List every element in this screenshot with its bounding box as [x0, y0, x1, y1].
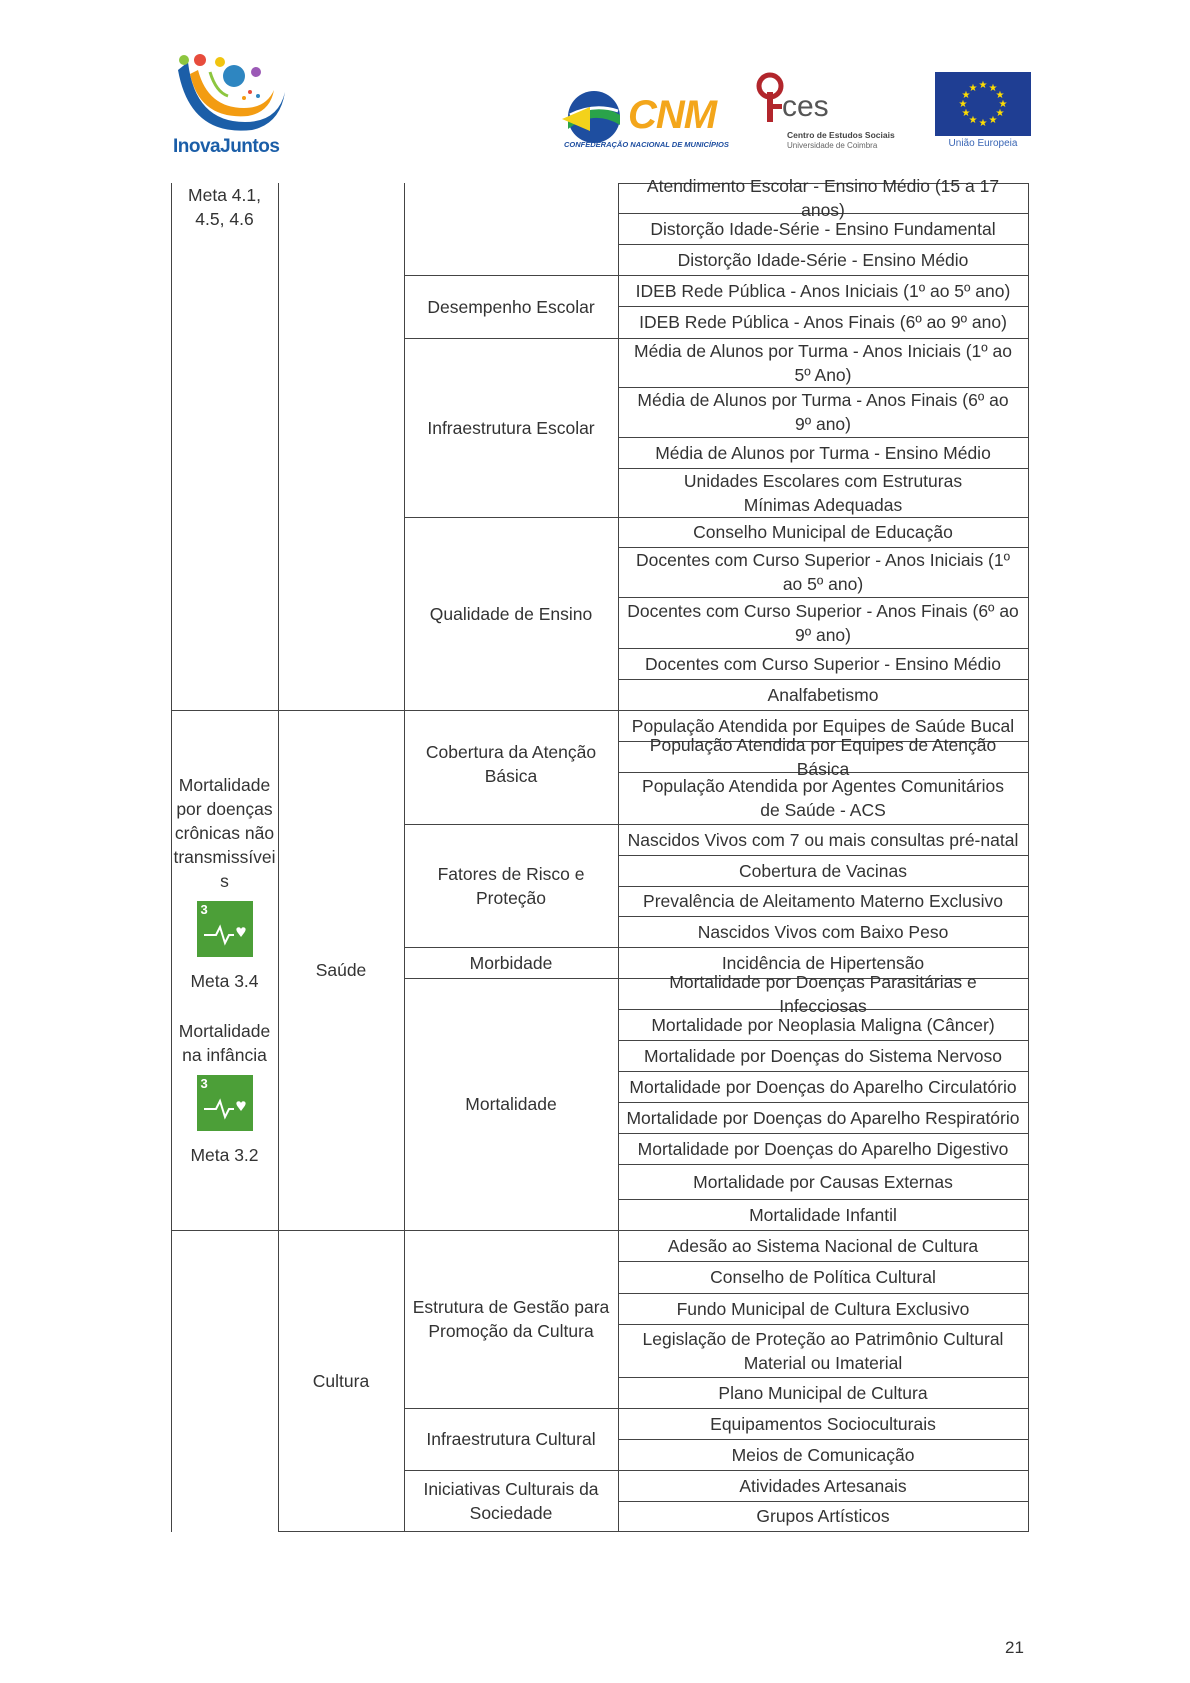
ces-name: Centro de Estudos Sociais — [787, 130, 895, 140]
indicator-cell: Nascidos Vivos com Baixo Peso — [697, 921, 949, 942]
goal-title-chronic-diseases: Mortalidade por doenças crônicas não transmissívei s — [173, 775, 276, 891]
subarea-morbidade: Morbidade — [469, 952, 553, 973]
cnm-logo — [560, 85, 729, 153]
svg-text:★: ★ — [961, 90, 971, 101]
indicator-cell: Meios de Comunicação — [731, 1444, 915, 1465]
svg-text:★: ★ — [968, 115, 978, 126]
indicator-cell: Prevalência de Aleitamento Materno Exclusivo — [643, 891, 1003, 911]
svg-text:★: ★ — [961, 108, 971, 119]
indicator-cell: Mortalidade por Causas Externas — [693, 1171, 953, 1192]
subarea-desempenho-escolar: Desempenho Escolar — [427, 296, 595, 317]
area-cell-saude — [278, 710, 404, 1230]
ces-university: Universidade de Coimbra — [787, 141, 878, 150]
indicator-cell: Docentes com Curso Superior - Anos Iniciais (1º ao 5º ano) — [635, 550, 1011, 594]
indicator-cell: Equipamentos Socioculturais — [710, 1413, 936, 1434]
subarea-mortalidade: Mortalidade — [465, 1094, 557, 1114]
subarea-infraestrutura-cultural: Infraestrutura Cultural — [426, 1429, 596, 1449]
indicator-cell: População Atendida por Equipes de Saúde Bucal — [631, 715, 1015, 736]
goal-title-child-mortality: Mortalidade na infância — [178, 1021, 271, 1065]
indicator-cell: Mortalidade por Doenças do Aparelho Digestivo — [637, 1138, 1009, 1159]
indicator-cell: Plano Municipal de Cultura — [718, 1382, 928, 1403]
svg-text:★: ★ — [958, 99, 968, 110]
sdg-3-number-second: 3 — [200, 1076, 208, 1091]
subarea-estrutura-gestao-cultura: Estrutura de Gestão para Promoção da Cultura — [412, 1297, 610, 1341]
indicator-cell: Conselho de Política Cultural — [710, 1267, 936, 1287]
indicator-cell: Atividades Artesanais — [739, 1475, 907, 1496]
indicator-cell: Média de Alunos por Turma - Ensino Médio — [655, 442, 991, 463]
goal-meta-3-4: Meta 3.4 — [190, 971, 259, 991]
inova-juntos-logo — [170, 52, 290, 162]
indicator-cell: Legislação de Proteção ao Patrimônio Cultural Material ou Imaterial — [642, 1328, 1004, 1373]
eu-logo — [935, 72, 1031, 152]
svg-text:★: ★ — [995, 90, 1005, 101]
header-logos — [0, 0, 1190, 175]
goal-cell-health — [171, 710, 278, 1230]
indicator-cell: Grupos Artísticos — [756, 1506, 890, 1526]
subarea-iniciativas-culturais: Iniciativas Culturais da Sociedade — [423, 1478, 599, 1523]
sdg-3-badge-second — [197, 1075, 253, 1131]
indicator-table — [171, 176, 1028, 1532]
subarea-fatores-de-risco: Fatores de Risco e Proteção — [437, 863, 585, 908]
good-health-and-well-being-icon — [204, 1097, 246, 1121]
subarea-infraestrutura-escolar: Infraestrutura Escolar — [427, 417, 595, 438]
indicator-cell: Conselho Municipal de Educação — [693, 522, 953, 542]
svg-text:★: ★ — [968, 83, 978, 94]
goal-meta-education: Meta 4.1, 4.5, 4.6 — [188, 185, 261, 229]
ces-logo — [752, 72, 902, 152]
goal-meta-3-2: Meta 3.2 — [190, 1145, 259, 1165]
indicator-cell: IDEB Rede Pública - Anos Finais (6º ao 9º ano) — [639, 312, 1007, 332]
sdg-3-badge — [197, 901, 253, 957]
svg-text:★: ★ — [995, 108, 1005, 119]
indicator-cell: Distorção Idade-Série - Ensino Fundamental — [650, 218, 996, 239]
indicator-cell: Incidência de Hipertensão — [721, 952, 925, 973]
inova-juntos-emblem-icon — [170, 52, 290, 142]
area-cell-cultura — [278, 1230, 404, 1531]
subarea-qualidade-de-ensino: Qualidade de Ensino — [429, 603, 593, 624]
cnm-wordmark: CNM — [628, 93, 717, 137]
eu-label: União Europeia — [948, 138, 1018, 149]
area-label-saude: Saúde — [315, 960, 367, 980]
eu-flag-icon — [935, 72, 1031, 136]
sdg-3-number: 3 — [200, 902, 208, 917]
indicator-cell: Média de Alunos por Turma - Anos Finais (6º ao 9º ano) — [637, 390, 1009, 434]
svg-text:★: ★ — [978, 118, 988, 129]
indicator-cell: Cobertura de Vacinas — [739, 860, 907, 881]
svg-text:★: ★ — [998, 99, 1008, 110]
indicator-cell: Mortalidade por Doenças do Aparelho Respiratório — [626, 1107, 1020, 1128]
good-health-and-well-being-icon — [204, 923, 246, 947]
indicator-cell: Nascidos Vivos com 7 ou mais consultas pré-natal — [627, 829, 1019, 850]
cnm-subtitle: CONFEDERAÇÃO NACIONAL DE MUNICÍPIOS — [564, 140, 729, 149]
indicator-cell: Mortalidade por Doenças do Sistema Nervoso — [644, 1045, 1002, 1066]
goal-cell-education — [171, 183, 278, 231]
indicator-cell: Docentes com Curso Superior - Anos Finais (6º ao 9º ano) — [627, 600, 1019, 645]
subarea-cobertura-atencao-basica: Cobertura da Atenção Básica — [425, 742, 597, 786]
indicator-cell: Mortalidade por Neoplasia Maligna (Câncer) — [651, 1014, 995, 1035]
indicator-cell: Atendimento Escolar - Ensino Médio (15 a 17 anos) — [646, 176, 1000, 220]
indicator-cell: Distorção Idade-Série - Ensino Médio — [677, 249, 969, 270]
indicator-cell: População Atendida por Equipes de Atenção Básica — [649, 734, 997, 779]
brazil-globe-icon — [560, 89, 630, 145]
indicator-cell: Fundo Municipal de Cultura Exclusivo — [676, 1298, 970, 1319]
indicator-cell: Docentes com Curso Superior - Ensino Médio — [645, 653, 1001, 674]
indicator-cell: Adesão ao Sistema Nacional de Cultura — [667, 1235, 979, 1256]
indicator-cell: População Atendida por Agentes Comunitários de Saúde - ACS — [642, 776, 1004, 820]
ces-wordmark: ces — [782, 90, 829, 123]
area-label-cultura: Cultura — [312, 1370, 370, 1391]
svg-text:★: ★ — [988, 115, 998, 126]
svg-text:★: ★ — [988, 83, 998, 94]
indicator-cell: Mortalidade Infantil — [749, 1204, 897, 1225]
indicator-cell: IDEB Rede Pública - Anos Iniciais (1º ao 5º ano) — [635, 280, 1011, 301]
svg-text:★: ★ — [978, 80, 988, 91]
indicator-cell: Analfabetismo — [767, 684, 879, 705]
indicator-cell: Unidades Escolares com Estruturas Mínimas Adequadas — [683, 470, 963, 515]
inova-juntos-wordmark: InovaJuntos — [173, 136, 280, 157]
indicator-cell: Mortalidade por Doenças Parasitárias e Infecciosas — [669, 971, 977, 1016]
indicator-cell: Mortalidade por Doenças do Aparelho Circulatório — [629, 1076, 1017, 1097]
indicator-cell: Média de Alunos por Turma - Anos Iniciais (1º ao 5º Ano) — [634, 340, 1012, 385]
page-number: 21 — [1005, 1638, 1024, 1657]
